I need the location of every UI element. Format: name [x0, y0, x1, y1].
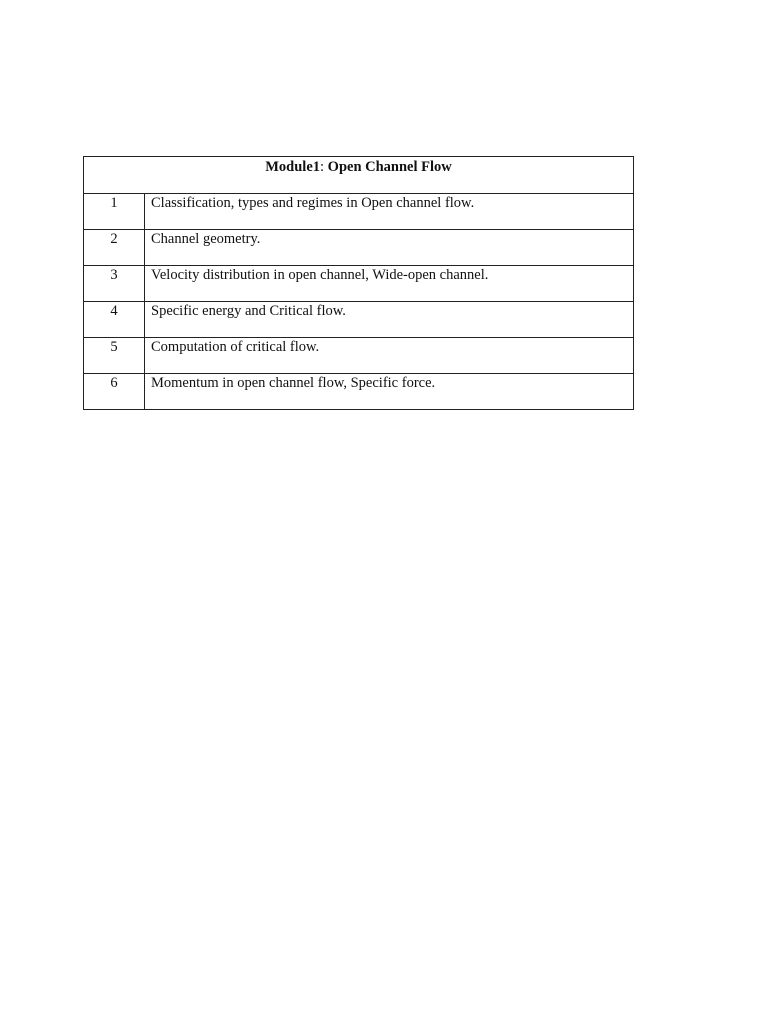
row-topic-cell: [145, 374, 634, 410]
row-topic: Channel geometry.: [151, 231, 261, 247]
row-number-cell: [84, 230, 145, 266]
row-number: 1: [110, 195, 118, 211]
row-number: 5: [110, 339, 118, 355]
row-topic-cell: [145, 194, 634, 230]
table-row: [84, 194, 634, 230]
row-topic: Specific energy and Critical flow.: [151, 303, 346, 319]
table-row: [84, 266, 634, 302]
row-topic-cell: [145, 302, 634, 338]
row-topic: Momentum in open channel flow, Specific force.: [151, 375, 436, 391]
module-title-name: Module1: [265, 159, 321, 175]
row-number-cell: [84, 338, 145, 374]
row-number-cell: [84, 374, 145, 410]
row-topic: Velocity distribution in open channel, Wide-open channel.: [151, 267, 489, 283]
module-title-cell: [84, 157, 634, 194]
row-topic-cell: [145, 230, 634, 266]
row-number: 4: [110, 303, 118, 319]
row-number-cell: [84, 302, 145, 338]
module-syllabus-table: [83, 156, 634, 410]
table-row: [84, 230, 634, 266]
row-topic: Computation of critical flow.: [151, 339, 320, 355]
row-number: 2: [110, 231, 118, 247]
table-row: [84, 338, 634, 374]
row-number-cell: [84, 266, 145, 302]
table-row: [84, 302, 634, 338]
row-topic-cell: [145, 338, 634, 374]
table-header-row: [84, 157, 634, 194]
module-title-topic: Open Channel Flow: [327, 159, 452, 175]
module-title: [265, 157, 452, 176]
row-topic: Classification, types and regimes in Open channel flow.: [151, 195, 475, 211]
row-topic-cell: [145, 266, 634, 302]
row-number: 6: [110, 375, 118, 391]
module-title-separator: :: [320, 159, 328, 175]
table-row: [84, 374, 634, 410]
row-number: 3: [110, 267, 118, 283]
row-number-cell: [84, 194, 145, 230]
